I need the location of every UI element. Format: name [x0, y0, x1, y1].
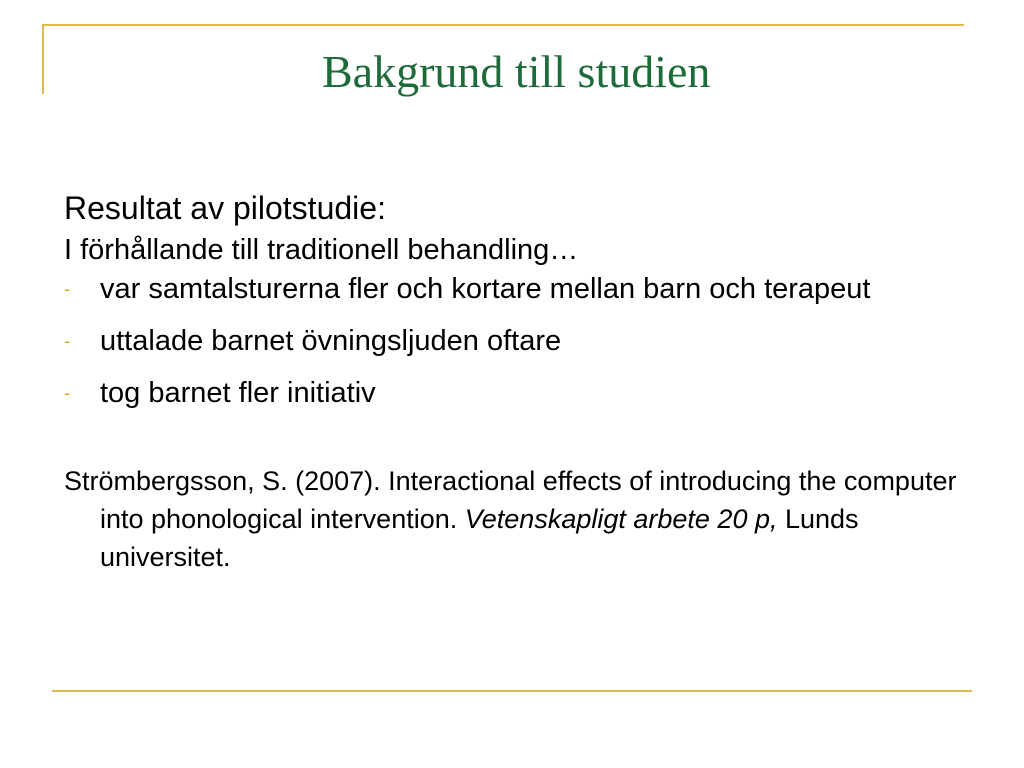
- frame-left-line: [42, 24, 44, 94]
- reference-authors: Strömbergsson, S. (2007). Interactional effects of introducing the computer into phonological intervention.: [64, 466, 957, 534]
- slide-title: Bakgrund till studien: [322, 46, 711, 97]
- bullet-text: uttalade barnet övningsljuden oftare: [100, 325, 562, 357]
- intro-line: I förhållande till traditionell behandling…: [64, 234, 579, 266]
- bullet-dash-icon: -: [64, 279, 70, 299]
- bullet-text: var samtalsturerna fler och kortare mellan barn och terapeut: [100, 273, 871, 305]
- frame-top-line: [42, 24, 964, 26]
- frame-bottom-line: [52, 690, 972, 692]
- bullet-dash-icon: -: [64, 331, 70, 351]
- slide-body: [64, 186, 964, 603]
- section-heading: Resultat av pilotstudie:: [64, 190, 386, 226]
- bullet-list: [64, 272, 964, 410]
- reference-institution: Lunds universitet.: [100, 504, 859, 572]
- bullet-item: [64, 272, 964, 306]
- reference-citation: [64, 462, 980, 576]
- bullet-text: tog barnet fler initiativ: [100, 377, 376, 409]
- reference-source: Vetenskapligt arbete 20 p,: [464, 504, 778, 534]
- bullet-item: [64, 324, 964, 358]
- bullet-dash-icon: -: [64, 383, 70, 403]
- bullet-item: [64, 376, 964, 410]
